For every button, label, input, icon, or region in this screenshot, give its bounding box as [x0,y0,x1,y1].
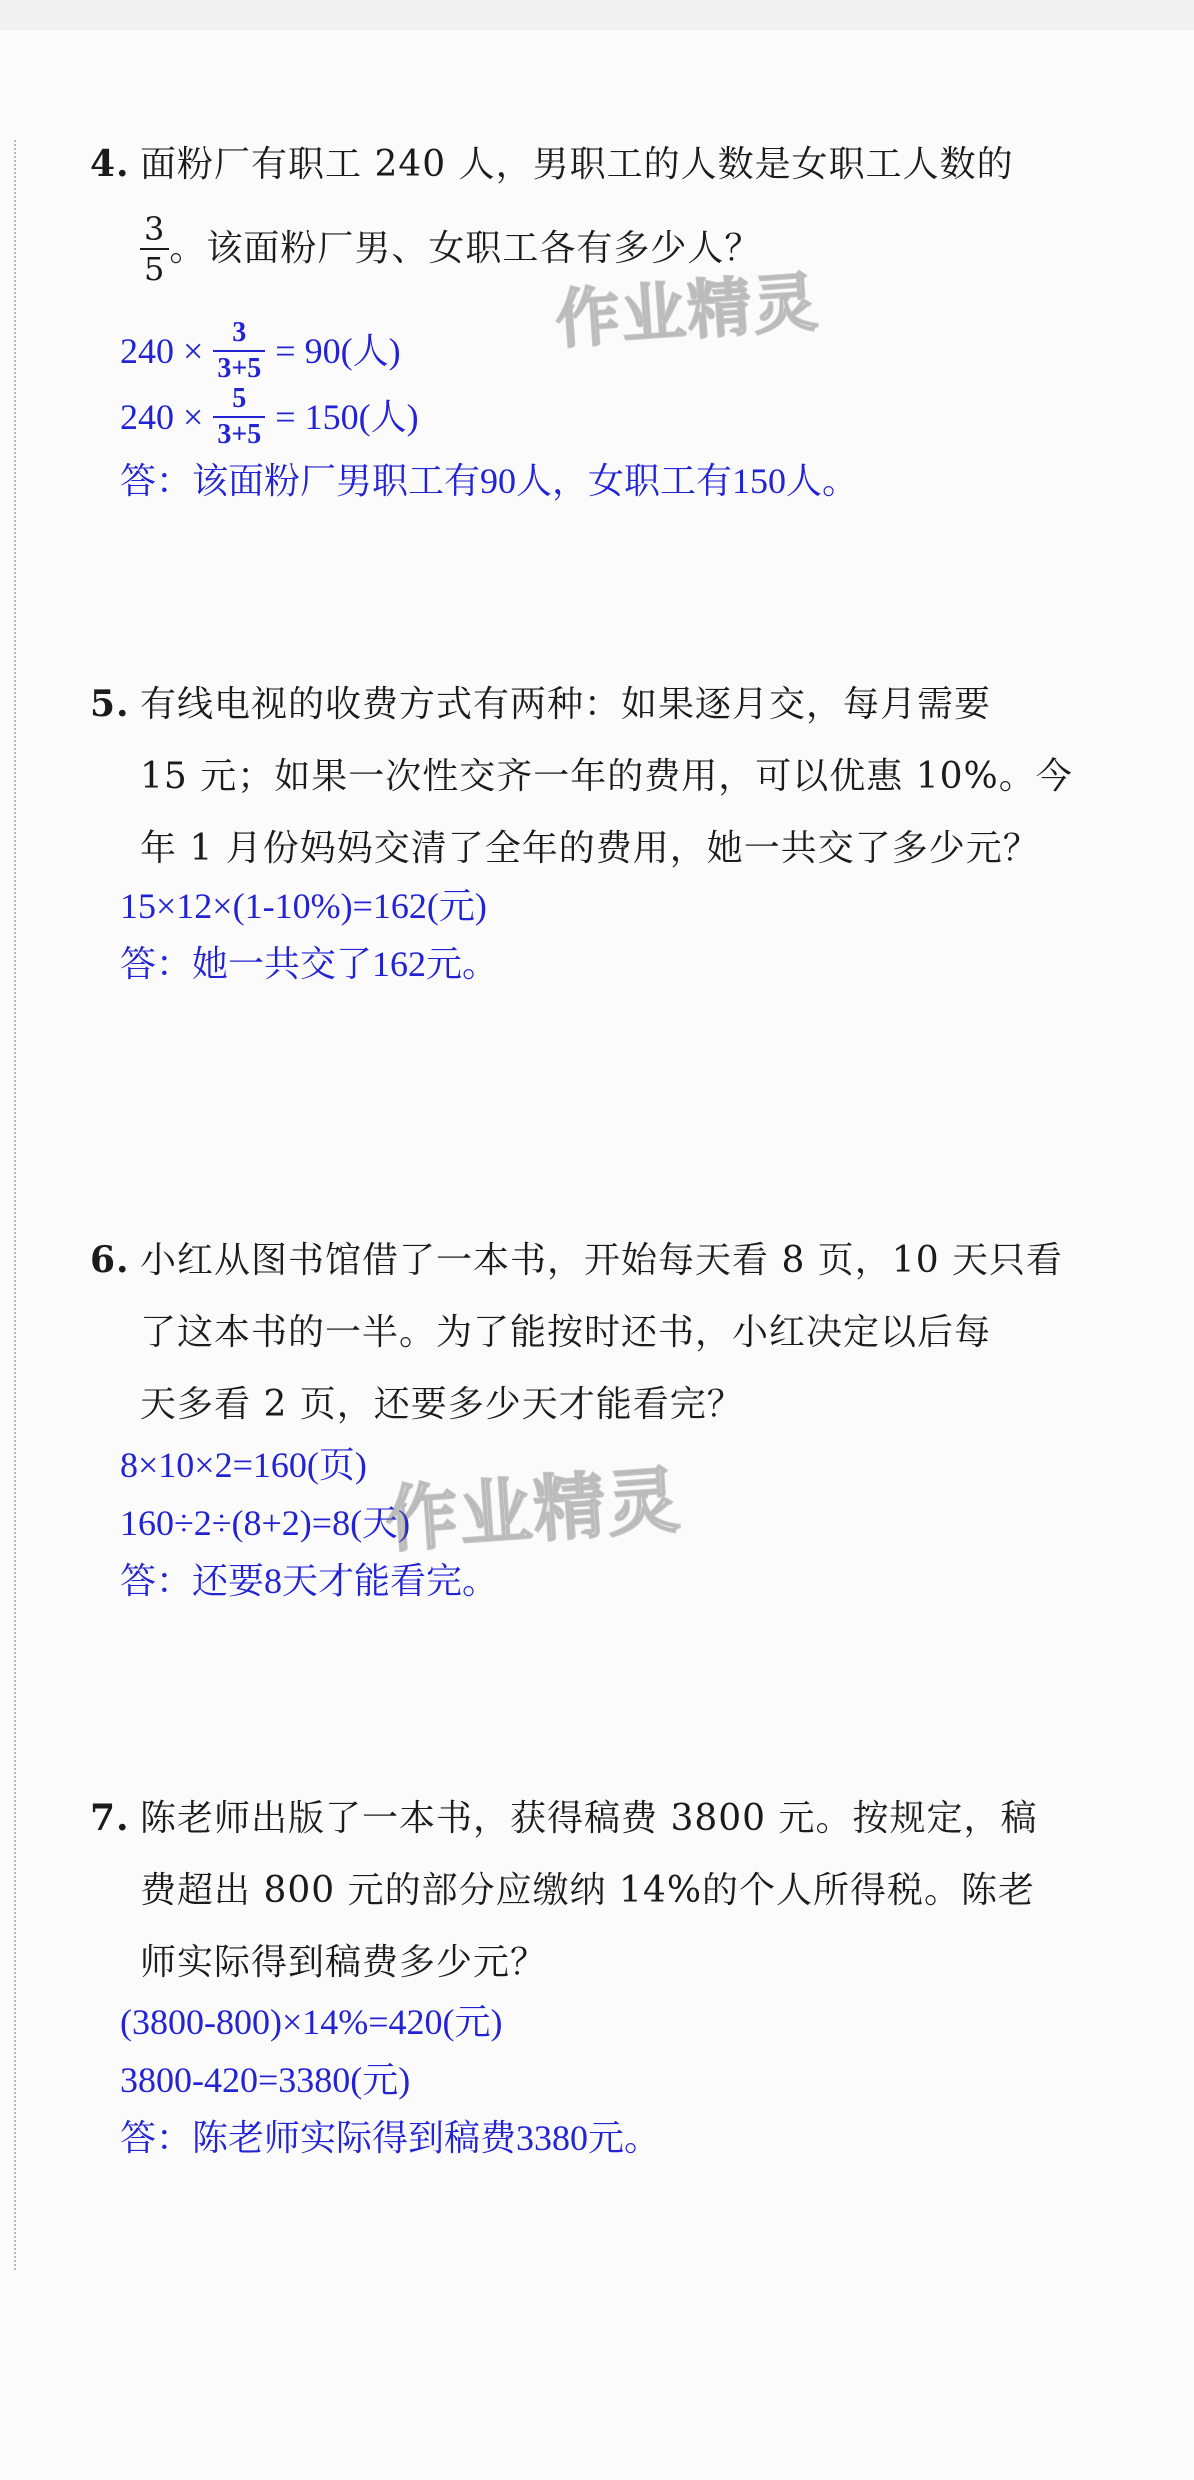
question-6-line-2: 了这本书的一半。为了能按时还书，小红决定以后每 [140,1312,992,1353]
question-text: 。该面粉厂男、女职工各有多少人？ [169,228,762,269]
fraction-numerator: 3 [213,319,265,352]
formula-fraction [213,319,265,383]
answer-formula [120,384,858,450]
fraction-denominator: 5 [144,250,166,288]
question-5-line-2: 15 元；如果一次性交齐一年的费用，可以优惠 10%。今 [140,756,1073,797]
formula-prefix: 240 × [120,397,204,437]
answer-statement: 答：还要8天才能看完。 [120,1561,499,1601]
page-top-band [0,0,1194,30]
answer-7 [120,1993,660,2167]
question-5-line-3: 年 1 月份妈妈交清了全年的费用，她一共交了多少元？ [140,828,1040,869]
question-text: 面粉厂有职工 240 人，男职工的人数是女职工人数的 [140,144,1014,185]
question-4-line-1 [90,128,1014,201]
question-7-line-3: 师实际得到稿费多少元？ [140,1942,548,1983]
margin-dotted-line [14,140,16,2270]
formula-result: = 90(人) [275,331,401,371]
question-number: 4. [90,143,130,185]
formula-fraction [213,385,265,449]
question-text: 有线电视的收费方式有两种：如果逐月交，每月需要 [140,684,992,725]
formula-prefix: 240 × [120,331,204,371]
question-text: 小红从图书馆借了一本书，开始每天看 8 页，10 天只看 [140,1240,1064,1281]
fraction-numerator: 5 [213,385,265,418]
answer-formula: (3800-800)×14%=420(元) [120,2002,503,2042]
answer-formula: 8×10×2=160(页) [120,1445,367,1485]
fraction-denominator: 3+5 [217,353,262,384]
question-7 [90,1782,1038,1999]
answer-statement: 答：陈老师实际得到稿费3380元。 [120,2118,661,2158]
question-number: 5. [90,683,130,725]
question-text: 陈老师出版了一本书，获得稿费 3800 元。按规定，稿 [140,1798,1038,1839]
answer-5 [120,877,498,993]
fraction-denominator: 3+5 [217,419,262,450]
fraction-numerator: 3 [140,213,169,250]
question-6 [90,1224,1063,1441]
formula-result: = 150(人) [275,397,419,437]
watermark-logo: 作业精灵 [382,1457,685,1563]
answer-statement: 答：该面粉厂男职工有90人，女职工有150人。 [120,461,859,501]
question-5 [90,668,1073,885]
question-5-line-1 [90,668,1073,741]
answer-formula: 15×12×(1-10%)=162(元) [120,886,487,926]
question-6-line-1 [90,1224,1063,1297]
watermark-logo: 作业精灵 [553,265,822,359]
answer-formula: 3800-420=3380(元) [120,2060,411,2100]
question-7-line-2: 费超出 800 元的部分应缴纳 14%的个人所得税。陈老 [140,1870,1036,1911]
question-7-line-1 [90,1782,1038,1855]
question-4-line-2 [90,201,1014,297]
question-number: 6. [90,1239,130,1281]
answer-formula: 160÷2÷(8+2)=8(天) [120,1503,411,1543]
question-number: 7. [90,1797,130,1839]
question-fraction [140,210,169,288]
question-6-line-3: 天多看 2 页，还要多少天才能看完？ [140,1384,744,1425]
answer-statement: 答：她一共交了162元。 [120,944,499,984]
